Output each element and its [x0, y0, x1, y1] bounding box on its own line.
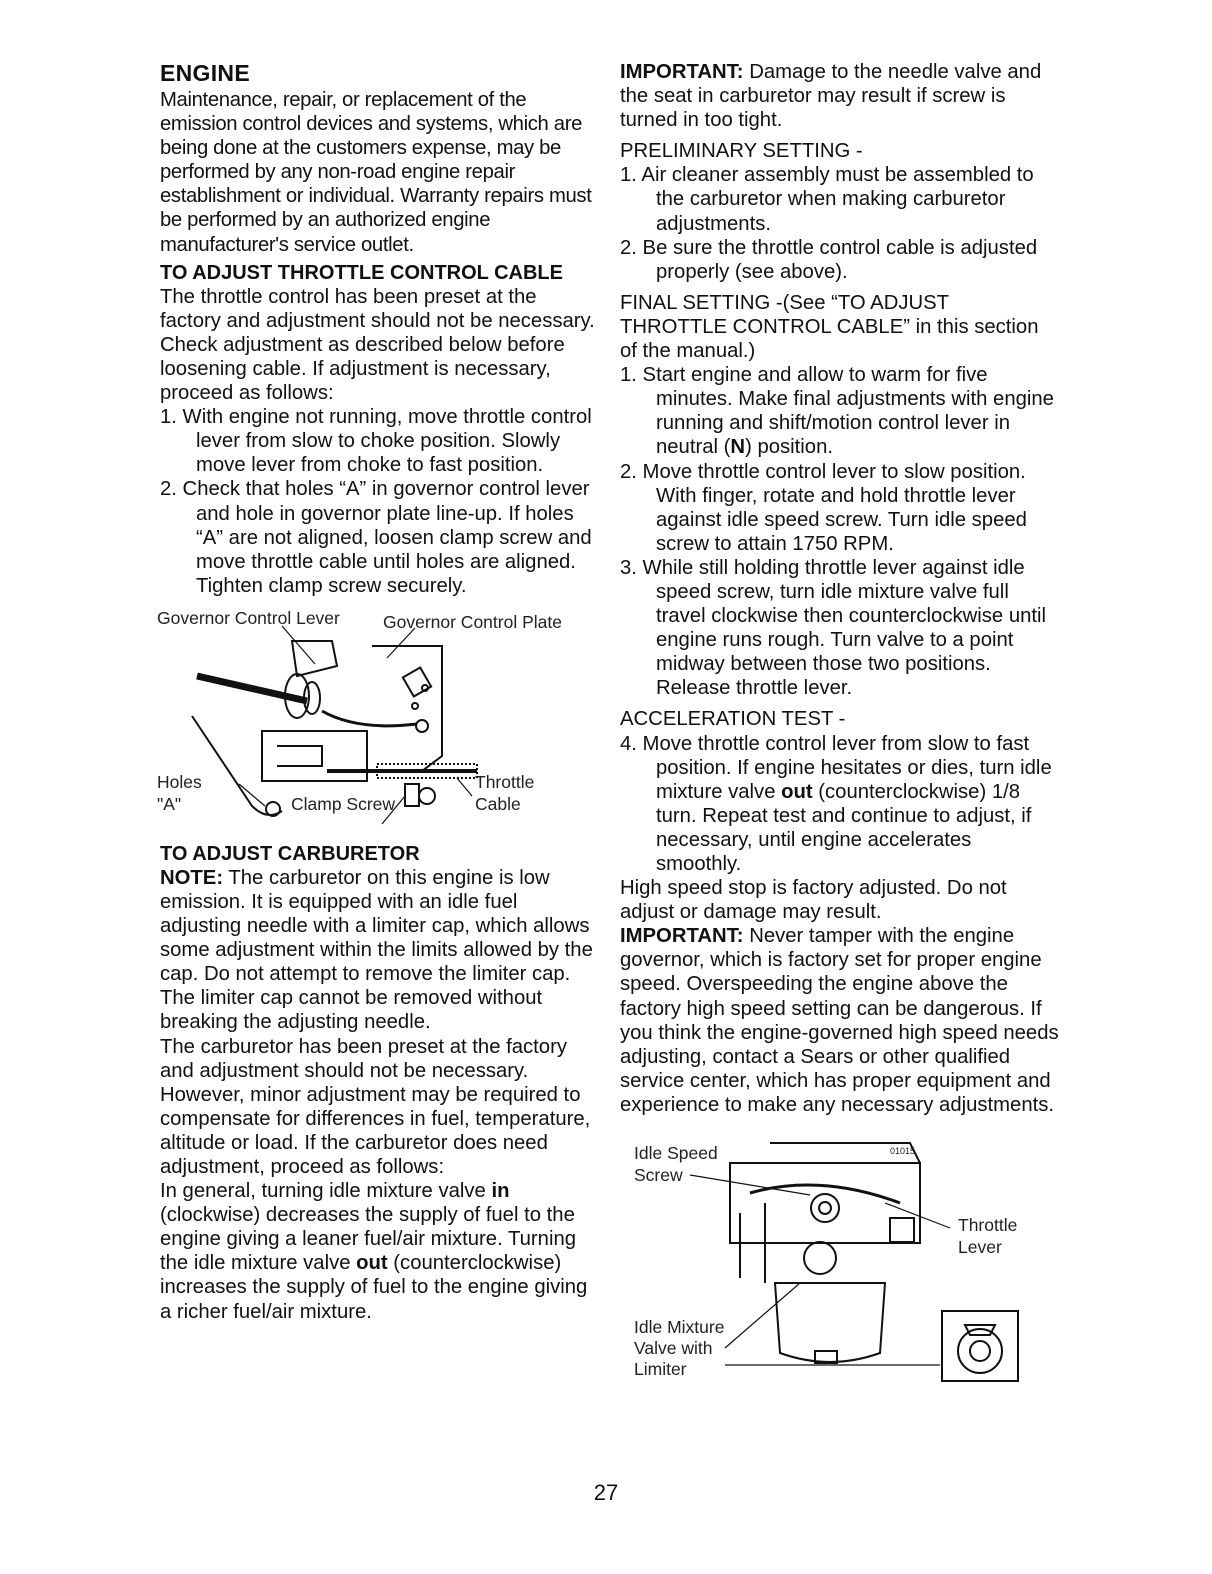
acceleration-heading: ACCELERATION TEST - [620, 708, 846, 731]
bracket-inner [277, 746, 322, 766]
throttle-pivot-inner [819, 1202, 831, 1214]
label-holes-a: "A" [157, 793, 182, 814]
governor-plate-outline [372, 646, 442, 771]
final-step-3: 3. While still holding throttle lever against idle speed screw, turn idle mixture valve full travel clockwise then counterclockwise until engine runs rough. Turn valve to a point midway between those two positions. Release throttle lever. [620, 556, 1047, 700]
final-setting-heading: FINAL SETTING -(See “TO ADJUST THROTTLE CONTROL CABLE” in this section of the manual.) [620, 291, 1039, 363]
throttle-cable-heading: TO ADJUST THROTTLE CONTROL CABLE [160, 261, 563, 284]
clamp-screw-head [419, 788, 435, 804]
important-1-label: IMPORTANT: [620, 61, 744, 83]
label-limiter: Limiter [634, 1359, 687, 1380]
carburetor-figure [620, 1133, 1040, 1383]
high-speed-paragraph: High speed stop is factory adjusted. Do not adjust or damage may result. [620, 877, 1007, 924]
label-idle-speed: Idle Speed [634, 1143, 718, 1164]
final-step-1-n: N [730, 436, 746, 459]
label-clamp-screw: Clamp Screw [291, 793, 396, 814]
preliminary-heading: PRELIMINARY SETTING - [620, 140, 863, 163]
preliminary-step-2: 2. Be sure the throttle control cable is adjusted properly (see above). [620, 236, 1038, 283]
leader-idle-mixture [725, 1283, 800, 1348]
accel-step-4-b: (counterclockwise) 1/8 turn. Repeat test and continue to adjust, if necessary, until engine accelerates smoothly. [656, 780, 1032, 875]
throttle-step-2: 2. Check that holes “A” in governor control lever and hole in governor plate line-up. If holes “A” are not aligned, loosen clamp screw and move throttle cable until holes are aligned. Tighten clamp screw securely. [160, 478, 592, 597]
engine-heading: ENGINE [160, 60, 250, 86]
label-throttle-lever-1: Throttle [958, 1215, 1018, 1236]
clamp-block [405, 784, 419, 806]
limiter-cap-inner [970, 1341, 990, 1361]
important-1-text: Damage to the needle valve and the seat in carburetor may result if screw is turned in too tight. [620, 61, 1042, 132]
general-paragraph [160, 1179, 595, 1324]
acceleration-step-4 [620, 732, 1060, 877]
label-throttle-lever-2: Lever [958, 1237, 1002, 1258]
limiter-inset [942, 1311, 1018, 1381]
plate-pivot [416, 720, 428, 732]
label-part-code: 01015 [890, 1146, 916, 1157]
throttle-pivot [811, 1194, 839, 1222]
general-text-b: (clockwise) decreases the supply of fuel to the engine giving a leaner fuel/air mixture. Turning the idle mixture valve [160, 1204, 577, 1275]
note-paragraph [160, 866, 595, 1035]
note-label: NOTE: [160, 866, 224, 889]
label-holes: Holes [157, 771, 202, 792]
lever-top [292, 641, 337, 676]
important-1-paragraph [620, 60, 1060, 132]
accel-step-4-a: 4. Move throttle control lever from slow to fast position. If engine hesitates or dies, turn idle mixture valve [620, 732, 1052, 803]
hex-nut [890, 1218, 914, 1242]
general-text-c: (counterclockwise) increases the supply of fuel to the engine giving a richer fuel/air mixture. [160, 1252, 588, 1323]
bracket [262, 731, 367, 781]
page-number: 27 [593, 1480, 619, 1505]
left-column [157, 60, 595, 1324]
general-in: in [491, 1180, 510, 1203]
throttle-shaft [197, 676, 307, 701]
label-screw: Screw [634, 1165, 683, 1186]
engine-paragraph: Maintenance, repair, or replacement of the emission control devices and systems, which are being done at the customers expense, may be performed by any non-road engine repair establishment or individual. Warranty repairs must be performed by an authorized engine manufacturer's service outlet. [160, 89, 592, 256]
note-text: The carburetor on this engine is low emission. It is equipped with an idle fuel adjusting needle with a limiter cap, which allows some adjustment within the limits allowed by the cap. Do not attempt to remove the limiter cap. The limiter cap cannot be removed without breaking the adjusting needle. [160, 866, 593, 1034]
carb-port [804, 1242, 836, 1274]
important-2-text: Never tamper with the engine governor, which is factory set for proper engine speed. Overspeeding the engine above the factory high speed setting can be dangerous. If you think the engine-governed high speed needs adjusting, contact a Sears or other qualified service center, which has proper equipment and experience to make any necessary adjustments. [620, 925, 1059, 1116]
leader-throttle-lever [885, 1203, 950, 1228]
leader-lever [282, 626, 315, 664]
final-step-1 [620, 363, 1060, 459]
final-step-1-a: 1. Start engine and allow to warm for five minutes. Make final adjustments with engine running and shift/motion control lever in neutral ( [620, 364, 1054, 459]
label-throttle: Throttle [475, 771, 535, 792]
important-2-paragraph [620, 924, 1060, 1117]
important-2-label: IMPORTANT: [620, 925, 744, 948]
final-step-1-b: ) position. [745, 436, 833, 459]
throttle-step-1: 1. With engine not running, move throttle control lever from slow to choke position. Slowly move lever from choke to fast position. [160, 406, 592, 477]
right-column [620, 60, 1060, 1383]
label-idle-mixture: Idle Mixture [634, 1317, 725, 1338]
plate-slot [403, 667, 431, 696]
leader-cable [457, 778, 472, 796]
general-out: out [356, 1252, 388, 1275]
governor-figure [157, 606, 597, 838]
final-step-2: 2. Move throttle control lever to slow position. With finger, rotate and hold throttle lever against idle speed screw. Turn idle speed screw to attain 1750 RPM. [620, 460, 1027, 555]
label-valve-with: Valve with [634, 1338, 713, 1359]
label-cable: Cable [475, 793, 521, 814]
plate-hole-2 [412, 703, 418, 709]
throttle-cable-paragraph: The throttle control has been preset at the factory and adjustment should not be necessary. Check adjustment as described below before loosening cable. If adjustment is necessary, proceed as follows: [160, 285, 595, 405]
general-text-a: In general, turning idle mixture valve [160, 1180, 492, 1203]
label-governor-control-plate: Governor Control Plate [383, 611, 562, 632]
plate-hole [422, 685, 428, 691]
preliminary-step-1: 1. Air cleaner assembly must be assembled to the carburetor when making carburetor adjustments. [620, 164, 1034, 235]
accel-step-4-out: out [781, 780, 813, 803]
label-governor-control-lever: Governor Control Lever [157, 607, 340, 628]
spring-link [322, 711, 417, 726]
leader-holes [239, 784, 265, 806]
carburetor-preset-paragraph: The carburetor has been preset at the factory and adjustment should not be necessary. However, minor adjustment may be required to compensate for differences in fuel, temperature, altitude or load. If the carburetor does need adjustment, proceed as follows: [160, 1035, 591, 1178]
carburetor-heading: TO ADJUST CARBURETOR [160, 842, 420, 865]
